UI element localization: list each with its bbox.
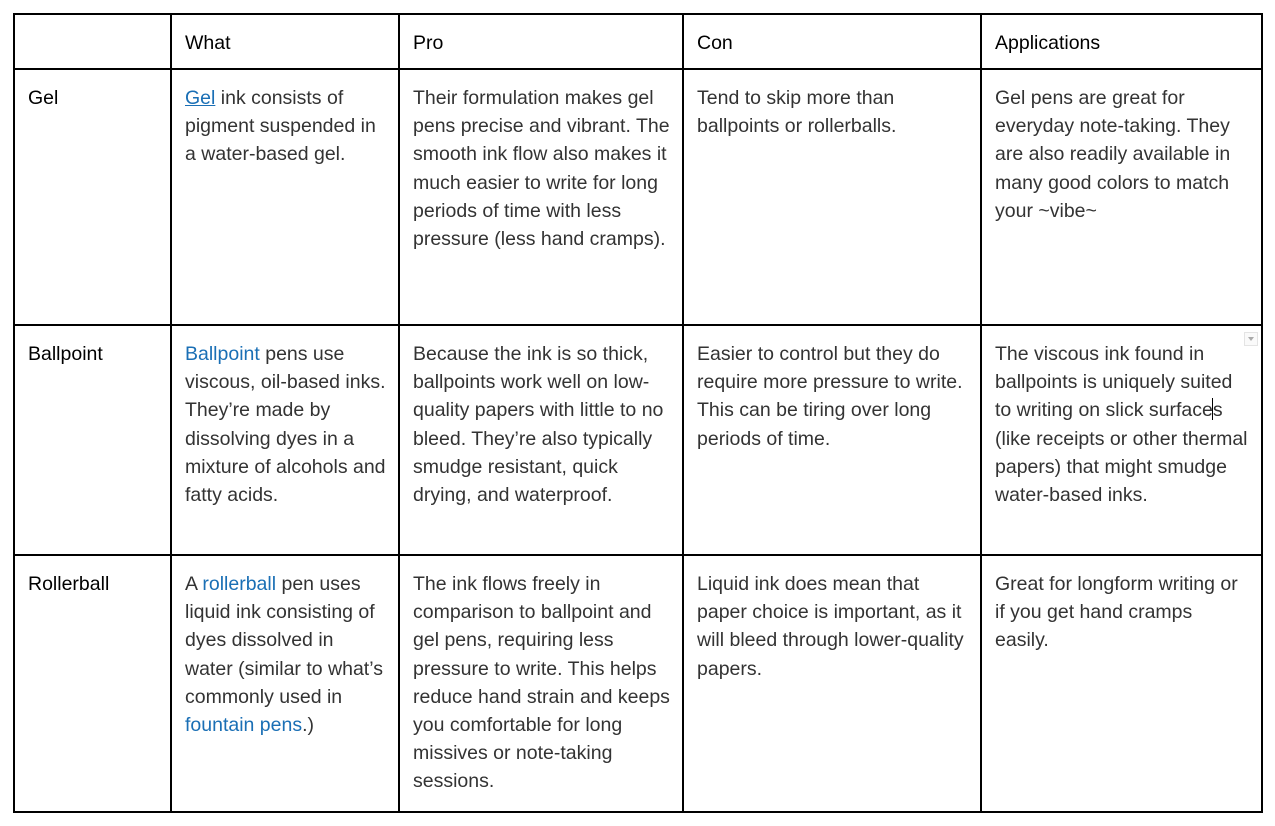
row-label-ballpoint[interactable]: Ballpoint — [14, 325, 171, 555]
row-label-rollerball[interactable]: Rollerball — [14, 555, 171, 812]
cell-text: ink consists of pigment suspended in a water-based gel. — [185, 87, 376, 166]
cell-con-ballpoint[interactable]: Easier to control but they do require more pressure to write. This can be tiring over long periods of time. — [683, 325, 981, 555]
row-label-gel[interactable]: Gel — [14, 69, 171, 325]
header-cell-con[interactable]: Con — [683, 14, 981, 69]
cell-what-ballpoint[interactable] — [171, 325, 399, 555]
table-row-gel — [14, 69, 1262, 325]
cell-text: pen uses liquid ink consisting of dyes dissolved in water (similar to what’s commonly used in — [185, 573, 383, 708]
cell-text: A — [185, 573, 203, 595]
cell-what-rollerball[interactable] — [171, 555, 399, 812]
cell-applications-rollerball[interactable]: Great for longform writing or if you get hand cramps easily. — [981, 555, 1262, 812]
cell-text: The viscous ink found in ballpoints is uniquely suited to writing on slick surface — [995, 343, 1233, 422]
header-cell-what[interactable]: What — [171, 14, 399, 69]
cell-pro-gel[interactable]: Their formulation makes gel pens precise and vibrant. The smooth ink flow also makes it much easier to write for long periods of time with less pressure (less hand cramps). — [399, 69, 683, 325]
cell-pro-ballpoint[interactable]: Because the ink is so thick, ballpoints work well on low-quality papers with little to no bleed. They’re also typically smudge resistant, quick drying, and waterproof. — [399, 325, 683, 555]
header-cell-pro[interactable]: Pro — [399, 14, 683, 69]
cell-text: pens use viscous, oil-based inks. They’re made by dissolving dyes in a mixture of alcohols and fatty acids. — [185, 343, 386, 507]
cell-con-rollerball[interactable]: Liquid ink does mean that paper choice is important, as it will bleed through lower-quality papers. — [683, 555, 981, 812]
table-row-ballpoint — [14, 325, 1262, 555]
cell-applications-gel[interactable]: Gel pens are great for everyday note-taking. They are also readily available in many good colors to match your ~vibe~ — [981, 69, 1262, 325]
cell-text: .) — [302, 714, 315, 737]
cell-con-gel[interactable]: Tend to skip more than ballpoints or rollerballs. — [683, 69, 981, 325]
rollerball-link[interactable]: rollerball — [202, 573, 277, 595]
cell-pro-rollerball[interactable]: The ink flows freely in comparison to ballpoint and gel pens, requiring less pressure to write. This helps reduce hand strain and keeps you comfortable for long missives or note-taking sessions. — [399, 555, 683, 812]
gel-link[interactable]: Gel — [185, 87, 216, 109]
cell-what-gel[interactable] — [171, 69, 399, 325]
header-row — [14, 14, 1262, 69]
dropdown-arrow-icon[interactable] — [1244, 332, 1258, 346]
pen-comparison-table — [13, 13, 1263, 813]
ballpoint-link[interactable]: Ballpoint — [185, 343, 260, 365]
table-row-rollerball — [14, 555, 1262, 812]
cell-applications-ballpoint[interactable] — [981, 325, 1262, 555]
cell-text: s (like receipts or other thermal papers) that might smudge water-based inks. — [995, 399, 1248, 507]
fountain-pens-link[interactable]: fountain pens — [185, 714, 303, 737]
header-cell-applications[interactable]: Applications — [981, 14, 1262, 69]
header-cell-empty[interactable] — [14, 14, 171, 69]
